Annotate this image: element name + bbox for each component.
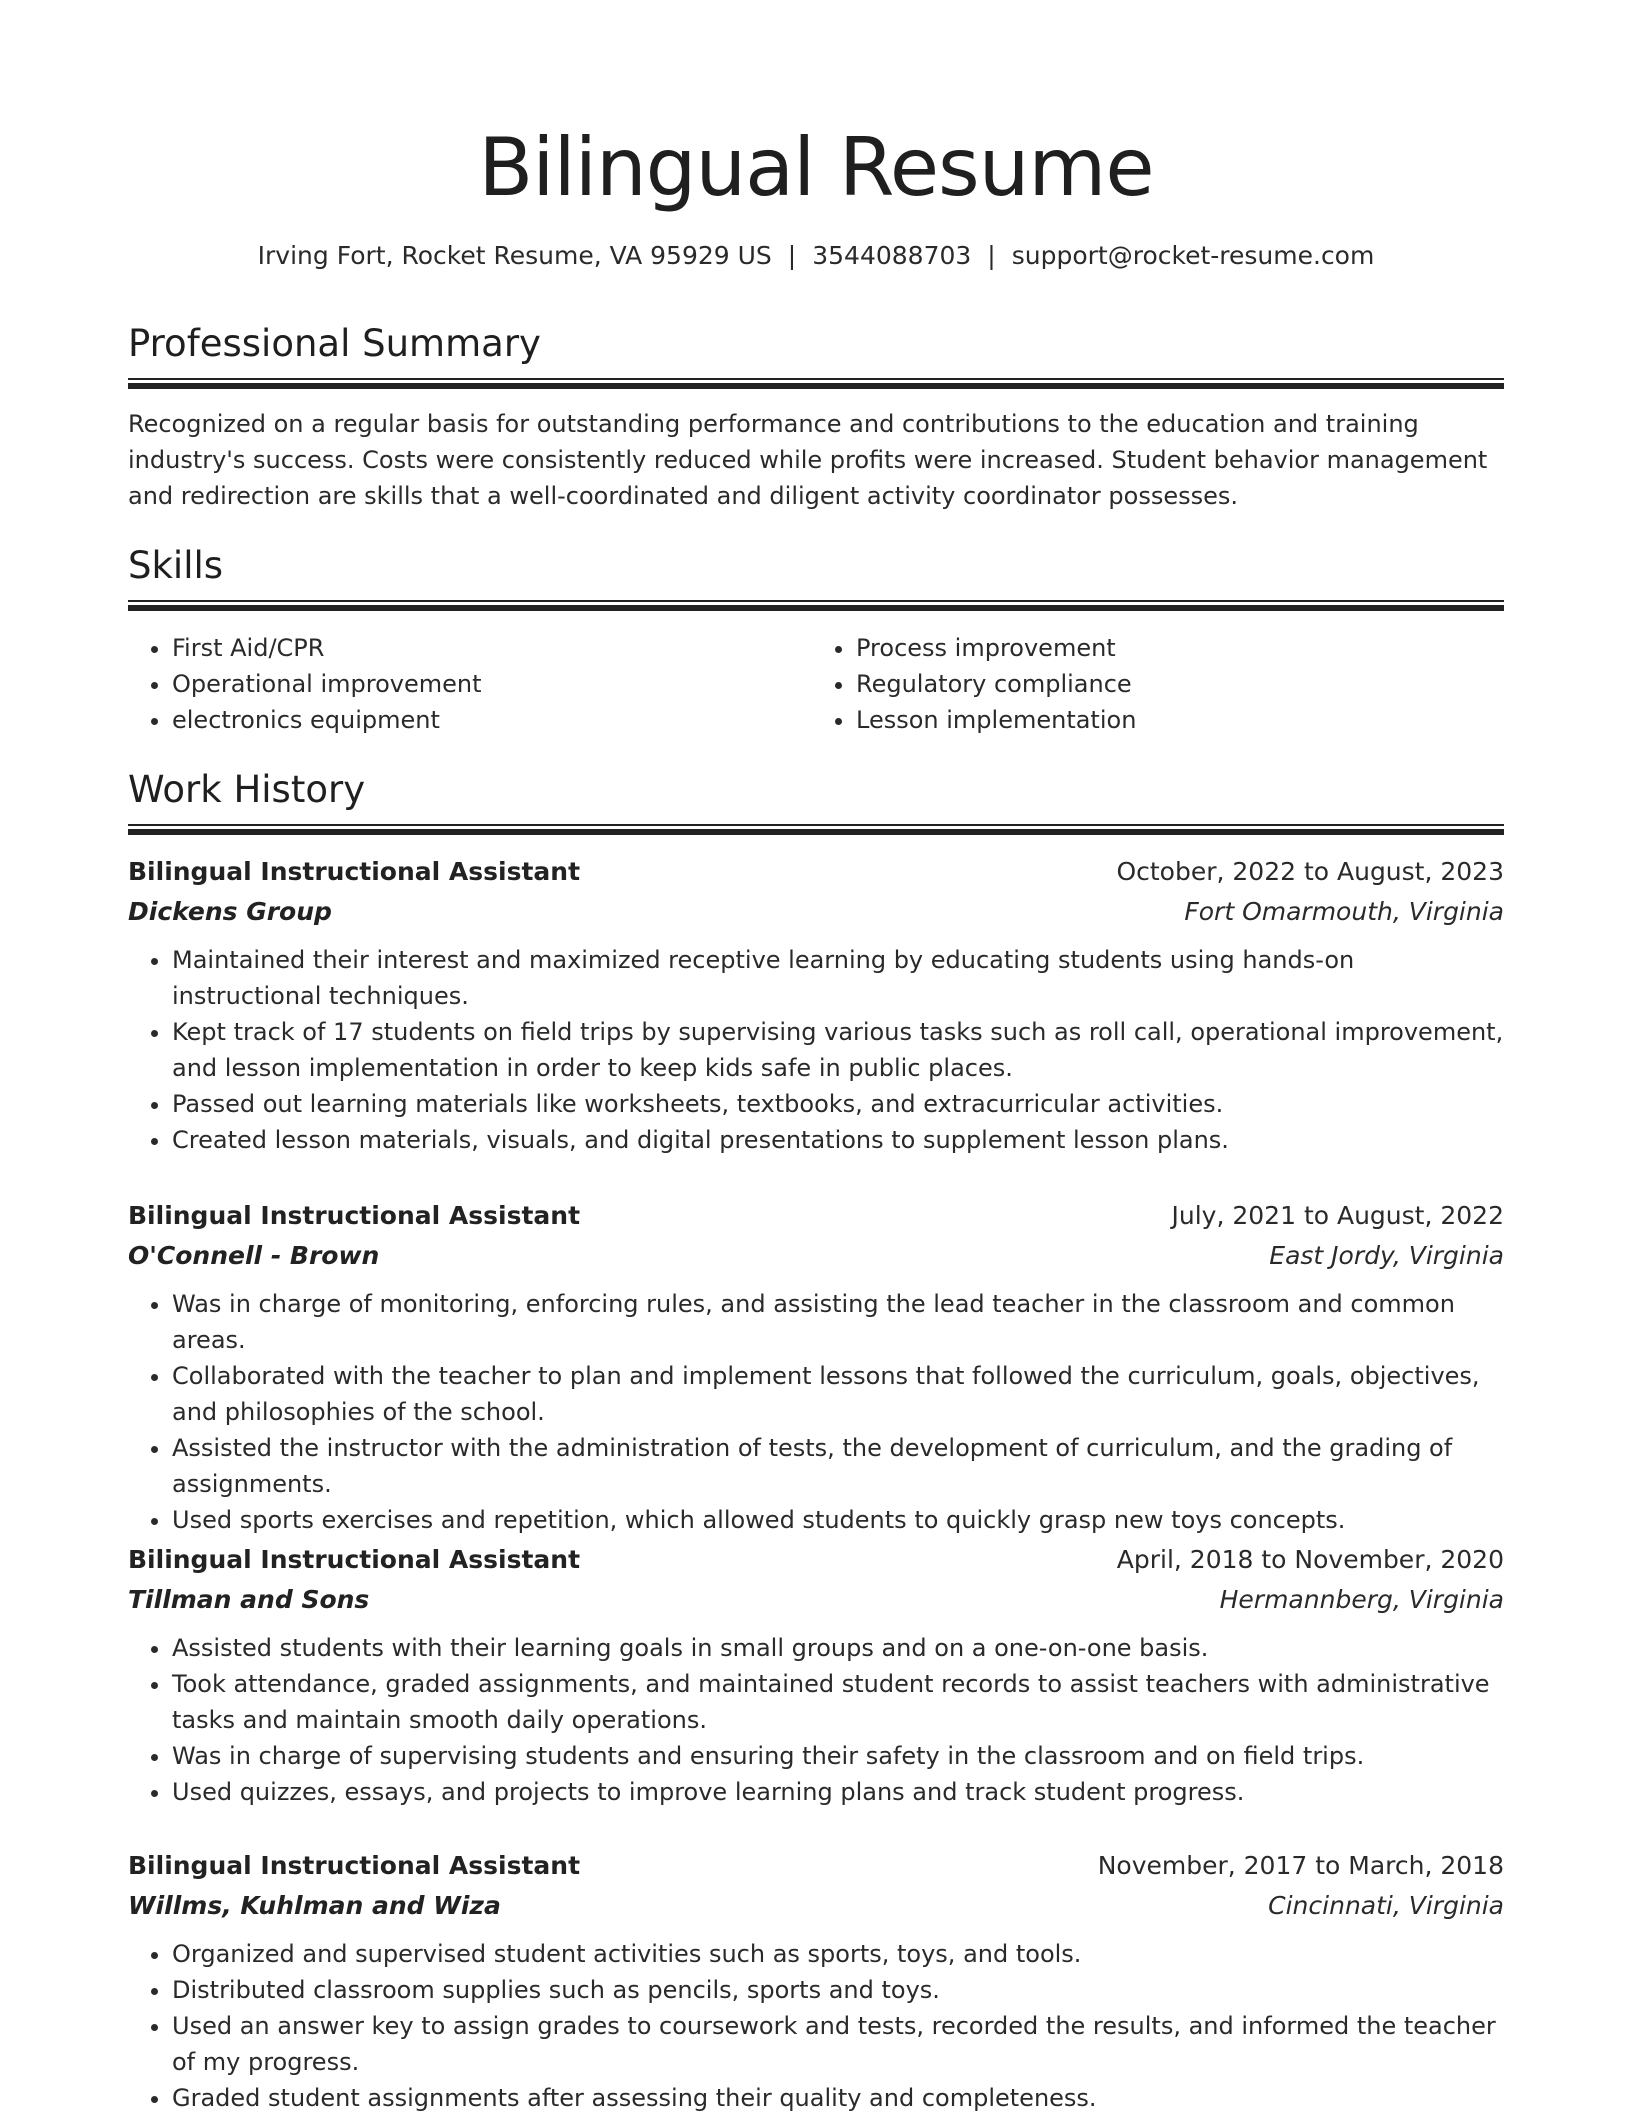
job-bullets (128, 942, 1504, 1158)
skill-item: • electronics equipment (172, 702, 806, 738)
job-bullets (128, 1630, 1504, 1810)
job-title: Bilingual Instructional Assistant (128, 1545, 581, 1574)
job-location: Cincinnati, Virginia (1268, 1891, 1504, 1920)
section-title-skills: Skills (128, 544, 224, 587)
section-divider (128, 600, 1504, 611)
skill-item: • Operational improvement (172, 666, 806, 702)
job-bullet: • Collaborated with the teacher to plan and implement lessons that followed the curriculum, goals, objectives, and philosophies of the school. (172, 1358, 1504, 1430)
job-location: Hermannberg, Virginia (1219, 1585, 1504, 1614)
skills-column-right (806, 630, 1490, 738)
resume-name: Bilingual Resume (478, 121, 1154, 214)
skill-item: • Regulatory compliance (856, 666, 1490, 702)
job-bullet: • Assisted the instructor with the administration of tests, the development of curriculum, and the grading of assignments. (172, 1430, 1504, 1502)
job-dates: July, 2021 to August, 2022 (1171, 1201, 1504, 1230)
job-dates: October, 2022 to August, 2023 (1116, 857, 1504, 886)
job-bullet: • Distributed classroom supplies such as pencils, sports and toys. (172, 1972, 1504, 2008)
job-dates: April, 2018 to November, 2020 (1116, 1545, 1504, 1574)
contact-email: support@rocket-resume.com (1011, 241, 1375, 270)
contact-separator: | (987, 241, 996, 270)
contact-line (128, 238, 1504, 274)
summary-text: Recognized on a regular basis for outstanding performance and contributions to the education and training industry's success. Costs were consistently reduced while profits were increased. Student behavior management and redirection are skills that a well-coordinated and diligent activity coordinator possesses. (128, 410, 1488, 510)
job-entry (128, 852, 1504, 1158)
contact-address: Irving Fort, Rocket Resume, VA 95929 US (257, 241, 772, 270)
job-entry (128, 1846, 1504, 2116)
skills-list (128, 630, 1504, 738)
job-bullet: • Used an answer key to assign grades to coursework and tests, recorded the results, and informed the teacher of my progress. (172, 2008, 1504, 2080)
job-title: Bilingual Instructional Assistant (128, 1851, 581, 1880)
contact-separator: | (787, 241, 797, 270)
skill-item: • Process improvement (856, 630, 1490, 666)
contact-phone: 3544088703 (812, 241, 972, 270)
section-divider (128, 378, 1504, 389)
job-bullet: • Kept track of 17 students on field trips by supervising various tasks such as roll call, operational improvement, and lesson implementation in order to keep kids safe in public places. (172, 1014, 1504, 1086)
job-bullet: • Maintained their interest and maximized receptive learning by educating students using hands-on instructional techniques. (172, 942, 1504, 1014)
skill-item: • Lesson implementation (856, 702, 1490, 738)
job-entry (128, 1540, 1504, 1810)
job-entry (128, 1196, 1504, 1538)
job-bullet: • Used quizzes, essays, and projects to improve learning plans and track student progress. (172, 1774, 1504, 1810)
section-title-summary: Professional Summary (128, 322, 541, 365)
job-bullet: • Graded student assignments after assessing their quality and completeness. (172, 2080, 1504, 2116)
job-location: Fort Omarmouth, Virginia (1184, 897, 1504, 926)
job-bullet: • Was in charge of monitoring, enforcing rules, and assisting the lead teacher in the classroom and common areas. (172, 1286, 1504, 1358)
job-location: East Jordy, Virginia (1269, 1241, 1504, 1270)
section-divider (128, 824, 1504, 835)
job-bullets (128, 1936, 1504, 2116)
section-title-work: Work History (128, 768, 366, 811)
job-bullet: • Created lesson materials, visuals, and digital presentations to supplement lesson plans. (172, 1122, 1504, 1158)
job-title: Bilingual Instructional Assistant (128, 857, 581, 886)
job-company: Tillman and Sons (128, 1585, 370, 1614)
job-bullet: • Was in charge of supervising students and ensuring their safety in the classroom and on field trips. (172, 1738, 1504, 1774)
job-company: Dickens Group (128, 897, 332, 926)
job-dates: November, 2017 to March, 2018 (1097, 1851, 1504, 1880)
skills-column-left (128, 630, 806, 738)
job-bullet: • Took attendance, graded assignments, and maintained student records to assist teachers with administrative tasks and maintain smooth daily operations. (172, 1666, 1504, 1738)
job-company: Willms, Kuhlman and Wiza (128, 1891, 501, 1920)
job-bullet: • Assisted students with their learning goals in small groups and on a one-on-one basis. (172, 1630, 1504, 1666)
job-company: O'Connell - Brown (128, 1241, 380, 1270)
job-bullet: • Passed out learning materials like worksheets, textbooks, and extracurricular activities. (172, 1086, 1504, 1122)
job-bullet: • Organized and supervised student activities such as sports, toys, and tools. (172, 1936, 1504, 1972)
job-title: Bilingual Instructional Assistant (128, 1201, 581, 1230)
job-bullet: • Used sports exercises and repetition, which allowed students to quickly grasp new toys concepts. (172, 1502, 1504, 1538)
skill-item: • First Aid/CPR (172, 630, 806, 666)
job-bullets (128, 1286, 1504, 1538)
